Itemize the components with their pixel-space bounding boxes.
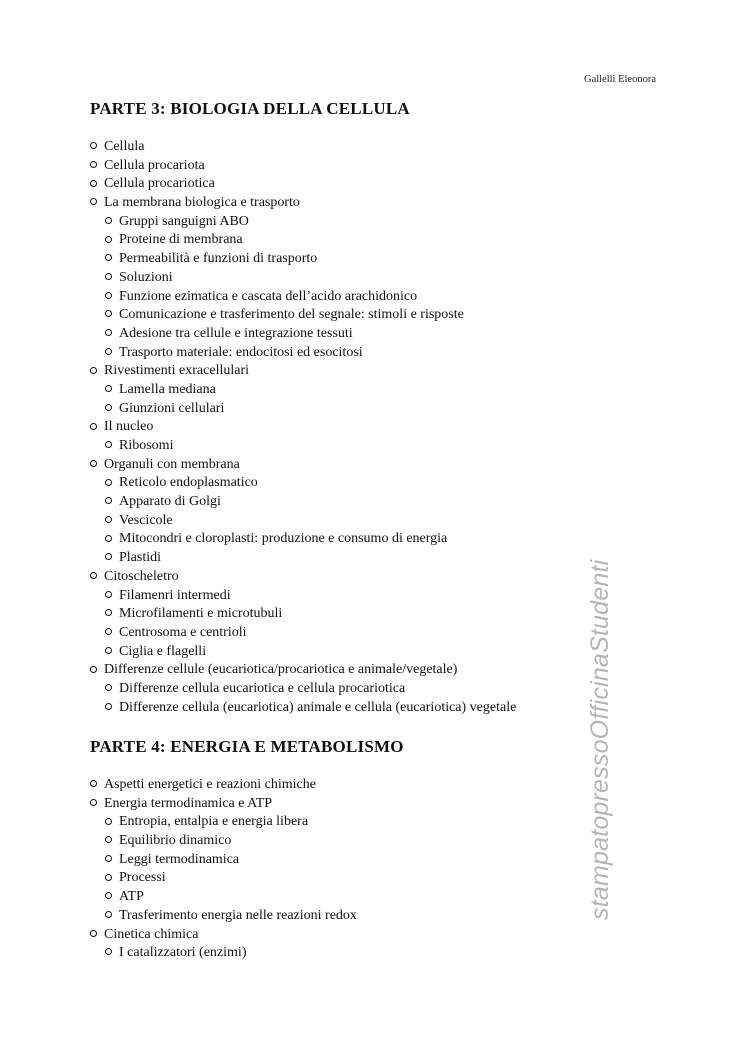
list-item-text: Energia termodinamica e ATP bbox=[104, 795, 273, 811]
sub-list-item bbox=[90, 624, 516, 643]
circle-bullet-icon bbox=[105, 516, 112, 523]
list-item-text: Cellula procariota bbox=[104, 157, 205, 173]
watermark-text: stampatopressoOfficinaStudenti bbox=[586, 559, 614, 920]
list-item bbox=[90, 795, 357, 814]
list-item bbox=[90, 776, 357, 795]
list-item bbox=[90, 456, 516, 475]
list-item-text: Aspetti energetici e reazioni chimiche bbox=[104, 777, 316, 792]
circle-bullet-icon bbox=[105, 911, 112, 918]
sub-list-item bbox=[90, 699, 516, 718]
list-item-text: Giunzioni cellulari bbox=[119, 400, 225, 416]
circle-bullet-icon bbox=[105, 497, 112, 504]
section-list-parte-3 bbox=[90, 138, 516, 717]
circle-bullet-icon bbox=[90, 198, 97, 205]
list-item-text: Rivestimenti exracellulari bbox=[104, 363, 250, 379]
list-item-text: Mitocondri e cloroplasti: produzione e consumo di energia bbox=[119, 531, 448, 547]
list-item-text: Comunicazione e trasferimento del segnale: stimoli e risposte bbox=[119, 307, 464, 323]
sub-list-item bbox=[90, 832, 357, 851]
circle-bullet-icon bbox=[105, 292, 112, 299]
list-item-text: Microfilamenti e microtubuli bbox=[119, 606, 283, 622]
sub-list-item bbox=[90, 213, 516, 232]
sub-list-item bbox=[90, 643, 516, 662]
circle-bullet-icon bbox=[105, 874, 112, 881]
list-item-text: ATP bbox=[119, 889, 144, 905]
sub-list-item bbox=[90, 549, 516, 568]
sub-list-item bbox=[90, 907, 357, 926]
sub-list-item bbox=[90, 437, 516, 456]
circle-bullet-icon bbox=[105, 254, 112, 261]
sub-list-item bbox=[90, 888, 357, 907]
circle-bullet-icon bbox=[105, 609, 112, 616]
circle-bullet-icon bbox=[105, 855, 112, 862]
circle-bullet-icon bbox=[105, 647, 112, 654]
list-item-text: Ribosomi bbox=[119, 438, 174, 453]
circle-bullet-icon bbox=[105, 329, 112, 336]
list-item bbox=[90, 926, 357, 945]
circle-bullet-icon bbox=[90, 142, 97, 149]
list-item-text: Cinetica chimica bbox=[104, 926, 199, 942]
list-item-text: I catalizzatori (enzimi) bbox=[119, 945, 247, 961]
list-item-text: Filamenri intermedi bbox=[119, 587, 231, 603]
sub-list-item bbox=[90, 680, 516, 699]
list-item-text: Cellula procariotica bbox=[104, 176, 215, 192]
list-item-text: Trasporto materiale: endocitosi ed esocitosi bbox=[119, 344, 363, 360]
list-item bbox=[90, 568, 516, 587]
list-item-text: Processi bbox=[119, 870, 166, 886]
list-item-text: Differenze cellula eucariotica e cellula procariotica bbox=[119, 680, 406, 696]
section-heading-parte-4: PARTE 4: ENERGIA E METABOLISMO bbox=[90, 737, 404, 756]
circle-bullet-icon bbox=[105, 892, 112, 899]
circle-bullet-icon bbox=[105, 479, 112, 486]
page-author: Gallelli Eleonora bbox=[583, 74, 656, 85]
section-heading-parte-3: PARTE 3: BIOLOGIA DELLA CELLULA bbox=[90, 99, 410, 118]
list-item-text: Citoscheletro bbox=[104, 568, 179, 584]
list-item bbox=[90, 194, 516, 213]
sub-list-item bbox=[90, 813, 357, 832]
circle-bullet-icon bbox=[105, 818, 112, 825]
sub-list-item bbox=[90, 381, 516, 400]
sub-list-item bbox=[90, 344, 516, 363]
sub-list-item bbox=[90, 512, 516, 531]
list-item-text: Vescicole bbox=[119, 512, 173, 528]
sub-list-item bbox=[90, 605, 516, 624]
circle-bullet-icon bbox=[105, 273, 112, 280]
circle-bullet-icon bbox=[90, 799, 97, 806]
list-item-text: Permeabilità e funzioni di trasporto bbox=[119, 251, 318, 267]
sub-list-item bbox=[90, 944, 357, 963]
sub-list-item bbox=[90, 474, 516, 493]
sub-list-item bbox=[90, 587, 516, 606]
list-item-text: Trasferimento energia nelle reazioni redox bbox=[119, 907, 357, 923]
circle-bullet-icon bbox=[105, 836, 112, 843]
circle-bullet-icon bbox=[90, 666, 97, 673]
sub-list-item bbox=[90, 530, 516, 549]
list-item-text: Differenze cellula (eucariotica) animale e cellula (eucariotica) vegetale bbox=[119, 699, 517, 715]
list-item-text: Cellula bbox=[104, 139, 145, 154]
list-item bbox=[90, 138, 516, 157]
sub-list-item bbox=[90, 306, 516, 325]
circle-bullet-icon bbox=[90, 180, 97, 187]
circle-bullet-icon bbox=[105, 441, 112, 448]
circle-bullet-icon bbox=[90, 423, 97, 430]
circle-bullet-icon bbox=[105, 628, 112, 635]
list-item-text: Differenze cellule (eucariotica/procariotica e animale/vegetale) bbox=[104, 662, 458, 678]
list-item-text: Il nucleo bbox=[104, 419, 154, 435]
circle-bullet-icon bbox=[105, 553, 112, 560]
sub-list-item bbox=[90, 869, 357, 888]
sub-list-item bbox=[90, 288, 516, 307]
sub-list-item bbox=[90, 325, 516, 344]
circle-bullet-icon bbox=[90, 161, 97, 168]
list-item bbox=[90, 362, 516, 381]
sub-list-item bbox=[90, 851, 357, 870]
circle-bullet-icon bbox=[105, 591, 112, 598]
list-item bbox=[90, 157, 516, 176]
circle-bullet-icon bbox=[90, 930, 97, 937]
list-item-text: La membrana biologica e trasporto bbox=[104, 195, 300, 211]
list-item-text: Organuli con membrana bbox=[104, 456, 240, 472]
list-item-text: Adesione tra cellule e integrazione tessuti bbox=[119, 325, 353, 341]
list-item-text: Leggi termodinamica bbox=[119, 851, 240, 867]
list-item-text: Lamella mediana bbox=[119, 381, 216, 397]
sub-list-item bbox=[90, 269, 516, 288]
circle-bullet-icon bbox=[90, 780, 97, 787]
list-item-text: Funzione ezimatica e cascata dell’acido arachidonico bbox=[119, 288, 418, 304]
circle-bullet-icon bbox=[90, 367, 97, 374]
list-item-text: Reticolo endoplasmatico bbox=[119, 475, 258, 491]
list-item bbox=[90, 661, 516, 680]
circle-bullet-icon bbox=[105, 703, 112, 710]
circle-bullet-icon bbox=[90, 460, 97, 467]
list-item-text: Centrosoma e centrioli bbox=[119, 624, 247, 640]
section-list-parte-4 bbox=[90, 776, 357, 963]
circle-bullet-icon bbox=[105, 236, 112, 243]
circle-bullet-icon bbox=[105, 217, 112, 224]
list-item-text: Soluzioni bbox=[119, 269, 173, 285]
sub-list-item bbox=[90, 400, 516, 419]
circle-bullet-icon bbox=[105, 348, 112, 355]
sub-list-item bbox=[90, 493, 516, 512]
circle-bullet-icon bbox=[105, 684, 112, 691]
sub-list-item bbox=[90, 231, 516, 250]
sub-list-item bbox=[90, 250, 516, 269]
circle-bullet-icon bbox=[90, 572, 97, 579]
circle-bullet-icon bbox=[105, 385, 112, 392]
list-item bbox=[90, 175, 516, 194]
circle-bullet-icon bbox=[105, 535, 112, 542]
circle-bullet-icon bbox=[105, 404, 112, 411]
list-item-text: Gruppi sanguigni ABO bbox=[119, 213, 249, 229]
circle-bullet-icon bbox=[105, 310, 112, 317]
list-item-text: Plastidi bbox=[119, 550, 162, 566]
list-item-text: Ciglia e flagelli bbox=[119, 643, 207, 659]
circle-bullet-icon bbox=[105, 948, 112, 955]
list-item bbox=[90, 418, 516, 437]
list-item-text: Entropia, entalpia e energia libera bbox=[119, 814, 309, 830]
list-item-text: Apparato di Golgi bbox=[119, 494, 221, 510]
list-item-text: Equilibrio dinamico bbox=[119, 833, 232, 849]
list-item-text: Proteine di membrana bbox=[119, 232, 243, 248]
